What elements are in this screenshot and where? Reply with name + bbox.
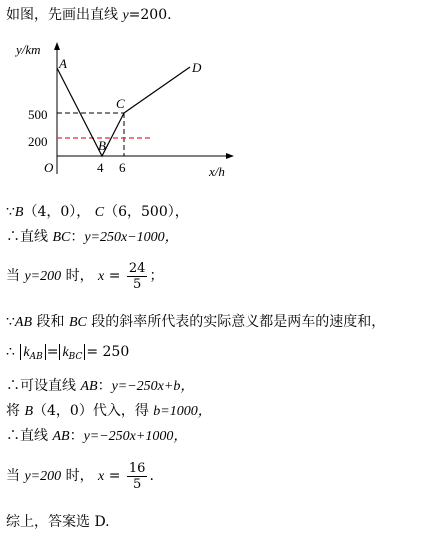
solution-line-8 bbox=[6, 427, 187, 446]
y-axis-label: y/km bbox=[16, 42, 41, 57]
frac-numerator: 24 bbox=[128, 260, 146, 276]
l8-pre: ∴直线 bbox=[6, 428, 53, 444]
l5-eq1: = bbox=[46, 344, 59, 360]
l1-pre: ∵ bbox=[6, 204, 15, 220]
intro-line bbox=[6, 6, 172, 25]
l7-pre: 将 bbox=[6, 403, 25, 419]
intro-prefix: 如图，先画出直线 bbox=[6, 7, 123, 23]
l7-coord: （4，0）代入，得 bbox=[33, 403, 154, 419]
l8-eq: y=−250x+1000， bbox=[83, 429, 188, 444]
solution-line-9 bbox=[6, 458, 154, 495]
l4-t1: 段和 bbox=[32, 314, 69, 330]
l9-x: x bbox=[98, 469, 105, 484]
l5-k1: k bbox=[23, 345, 30, 360]
l1-c: C bbox=[94, 205, 105, 220]
x-tick-4: 4 bbox=[97, 160, 104, 175]
l3-end: ； bbox=[149, 268, 164, 284]
l9-pre: 当 bbox=[6, 468, 25, 484]
l2-pre: ∴直线 bbox=[6, 229, 53, 245]
l2-colon: ： bbox=[70, 229, 85, 245]
l3-cond: y=200 bbox=[24, 269, 62, 284]
abs-k-bc bbox=[59, 344, 85, 360]
y-tick-200: 200 bbox=[28, 134, 48, 149]
frac-numerator: 16 bbox=[128, 460, 146, 476]
l3-mid: 时， bbox=[61, 268, 99, 284]
l9-eq: = bbox=[104, 468, 125, 484]
l1-c-coord: （6，500）， bbox=[104, 204, 189, 220]
l3-pre: 当 bbox=[6, 268, 25, 284]
l6-pre: ∴可设直线 bbox=[6, 378, 81, 394]
l6-colon: ： bbox=[97, 378, 112, 394]
l8-colon: ： bbox=[69, 428, 84, 444]
x-axis-arrow bbox=[226, 153, 234, 159]
intro-var: y bbox=[122, 8, 129, 23]
l7-b: B bbox=[24, 404, 34, 419]
l4-ab: AB bbox=[14, 315, 33, 330]
l3-eq: = bbox=[104, 268, 125, 284]
point-a-label: A bbox=[59, 56, 67, 71]
frac-denominator: 5 bbox=[133, 476, 142, 492]
distance-time-graph bbox=[10, 34, 240, 194]
frac-denominator: 5 bbox=[133, 276, 142, 292]
solution-line-10 bbox=[6, 513, 110, 531]
l5-eq2: = 250 bbox=[86, 344, 130, 360]
intro-suffix: =200. bbox=[128, 7, 172, 23]
x-tick-6: 6 bbox=[119, 160, 126, 175]
point-c-label: C bbox=[116, 96, 125, 111]
solution-line-3 bbox=[6, 258, 163, 295]
l6-eq: y=−250x+b， bbox=[111, 379, 195, 394]
l1-b-coord: （4，0）， bbox=[23, 204, 91, 220]
l2-name: BC bbox=[52, 230, 71, 245]
x-axis-label: x/h bbox=[209, 164, 225, 179]
path-abcd bbox=[57, 67, 190, 156]
l5-pre: ∴ bbox=[6, 344, 15, 360]
l4-t2: 段的斜率所代表的实际意义都是两车的速度和， bbox=[86, 314, 386, 330]
conclusion-text: 综上，答案选 D. bbox=[6, 514, 110, 530]
origin-label: O bbox=[44, 160, 54, 175]
solution-line-2 bbox=[6, 228, 179, 247]
solution-line-5 bbox=[6, 343, 129, 363]
abs-k-ab bbox=[20, 344, 45, 360]
point-d-label: D bbox=[192, 60, 202, 75]
l4-pre: ∵ bbox=[6, 314, 15, 330]
l5-sub-bc: BC bbox=[68, 352, 83, 362]
l8-name: AB bbox=[52, 429, 70, 444]
solution-line-6 bbox=[6, 377, 194, 396]
l6-name: AB bbox=[80, 379, 98, 394]
solution-line-1 bbox=[6, 203, 189, 222]
point-b-label: B bbox=[98, 138, 106, 153]
y-axis-arrow bbox=[54, 42, 60, 50]
l3-x: x bbox=[98, 269, 105, 284]
l1-b: B bbox=[14, 205, 24, 220]
l9-mid: 时， bbox=[61, 468, 99, 484]
l5-sub-ab: AB bbox=[29, 352, 43, 362]
l5-k2: k bbox=[62, 345, 69, 360]
fraction-16-5 bbox=[127, 461, 148, 492]
solution-line-7 bbox=[6, 402, 212, 421]
l7-res: b=1000， bbox=[153, 404, 212, 419]
l2-eq: y=250x−1000， bbox=[84, 230, 179, 245]
y-tick-500: 500 bbox=[28, 107, 48, 122]
fraction-24-5 bbox=[127, 261, 148, 292]
l9-cond: y=200 bbox=[24, 469, 62, 484]
solution-line-4 bbox=[6, 313, 385, 332]
l4-bc: BC bbox=[68, 315, 87, 330]
l9-end: . bbox=[149, 468, 154, 484]
